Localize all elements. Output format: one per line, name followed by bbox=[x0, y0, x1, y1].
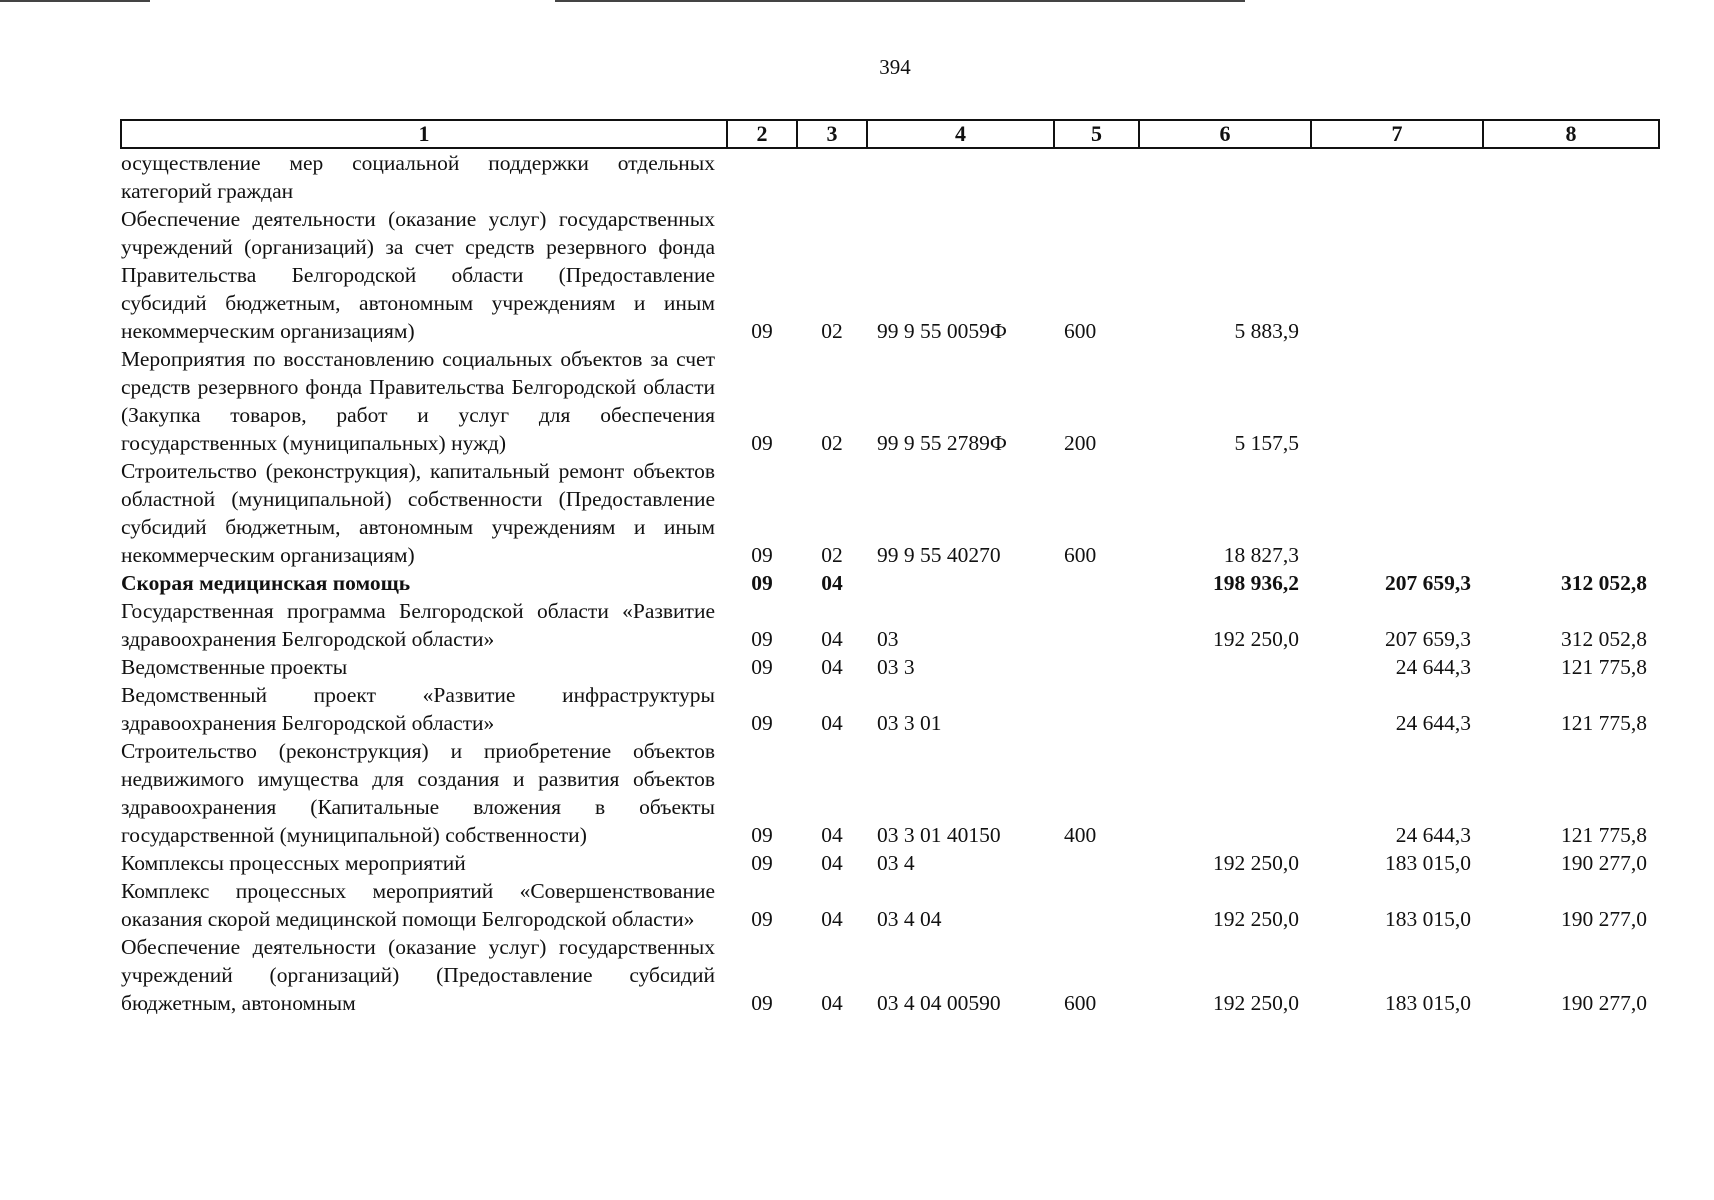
row-amount-col-8: 312 052,8 bbox=[1561, 571, 1647, 595]
row-target-article-code: 03 3 01 bbox=[877, 711, 942, 735]
row-amount-col-7: 207 659,3 bbox=[1385, 571, 1471, 595]
row-section-code: 09 bbox=[751, 571, 773, 595]
row-amount-col-7: 207 659,3 bbox=[1385, 627, 1471, 651]
row-expense-type-code: 600 bbox=[1064, 319, 1097, 343]
row-name-cell: Строительство (реконструкция), капитальный ремонт объектов областной (муниципальной) собственности (Предоставление субсидий бюджетным, автономным учреждениям и иным некоммерческим организациям) bbox=[121, 459, 715, 567]
row-section-code: 09 bbox=[751, 319, 773, 343]
row-subsection-code bbox=[797, 148, 867, 205]
row-expense-type-code bbox=[1054, 681, 1139, 737]
row-section-code: 09 bbox=[751, 431, 773, 455]
row-name-cell: осуществление мер социальной поддержки отдельных категорий граждан bbox=[121, 151, 715, 203]
row-section-code: 09 bbox=[751, 907, 773, 931]
header-col-4: 4 bbox=[867, 120, 1054, 148]
table-row bbox=[121, 457, 1659, 569]
row-amount-col-6: 192 250,0 bbox=[1213, 851, 1299, 875]
row-amount-col-7 bbox=[1311, 205, 1483, 345]
row-name-cell: Ведомственный проект «Развитие инфраструктуры здравоохранения Белгородской области» bbox=[121, 683, 715, 735]
row-expense-type-code: 600 bbox=[1064, 543, 1097, 567]
row-subsection-code: 04 bbox=[821, 823, 843, 847]
row-amount-col-8: 190 277,0 bbox=[1561, 907, 1647, 931]
row-target-article-code: 03 bbox=[877, 627, 899, 651]
table-row bbox=[121, 849, 1659, 877]
row-amount-col-8: 190 277,0 bbox=[1561, 991, 1647, 1015]
row-amount-col-7: 183 015,0 bbox=[1385, 991, 1471, 1015]
header-col-5: 5 bbox=[1054, 120, 1139, 148]
table-row bbox=[121, 653, 1659, 681]
table-row bbox=[121, 681, 1659, 737]
row-amount-col-8: 190 277,0 bbox=[1561, 851, 1647, 875]
row-amount-col-7 bbox=[1311, 345, 1483, 457]
row-section-code: 09 bbox=[751, 627, 773, 651]
row-amount-col-6 bbox=[1139, 653, 1311, 681]
row-amount-col-7: 24 644,3 bbox=[1395, 823, 1471, 847]
row-expense-type-code: 600 bbox=[1064, 991, 1097, 1015]
header-col-2: 2 bbox=[727, 120, 797, 148]
row-name-cell: Комплекс процессных мероприятий «Совершенствование оказания скорой медицинской помощи Белгородской области» bbox=[121, 879, 715, 931]
row-amount-col-6 bbox=[1139, 681, 1311, 737]
table-row bbox=[121, 737, 1659, 849]
row-name-cell: Ведомственные проекты bbox=[121, 655, 348, 679]
row-expense-type-code bbox=[1054, 877, 1139, 933]
row-expense-type-code: 200 bbox=[1064, 431, 1097, 455]
row-subsection-code: 02 bbox=[821, 543, 843, 567]
row-section-code: 09 bbox=[751, 991, 773, 1015]
row-subsection-code: 04 bbox=[821, 571, 843, 595]
row-target-article-code: 03 4 04 bbox=[877, 907, 942, 931]
row-name-cell: Скорая медицинская помощь bbox=[121, 571, 411, 595]
row-section-code: 09 bbox=[751, 823, 773, 847]
scan-edge-line-left bbox=[0, 0, 150, 2]
row-section-code: 09 bbox=[751, 851, 773, 875]
row-name-cell: Государственная программа Белгородской области «Развитие здравоохранения Белгородской области» bbox=[121, 599, 715, 651]
row-section-code: 09 bbox=[751, 711, 773, 735]
row-subsection-code: 04 bbox=[821, 627, 843, 651]
row-amount-col-7 bbox=[1311, 148, 1483, 205]
row-target-article-code bbox=[867, 569, 1054, 597]
header-col-8: 8 bbox=[1483, 120, 1659, 148]
row-name-cell: Обеспечение деятельности (оказание услуг) государственных учреждений (организаций) за счет средств резервного фонда Правительства Белгородской области (Предоставление субсидий бюджетным, автономным учреждениям и иным некоммерческим организациям) bbox=[121, 207, 715, 343]
row-amount-col-8: 121 775,8 bbox=[1561, 823, 1647, 847]
row-amount-col-6: 18 827,3 bbox=[1223, 543, 1299, 567]
row-target-article-code: 03 3 bbox=[877, 655, 915, 679]
row-amount-col-6: 5 157,5 bbox=[1234, 431, 1299, 455]
row-section-code: 09 bbox=[751, 655, 773, 679]
row-target-article-code bbox=[867, 148, 1054, 205]
row-amount-col-7: 24 644,3 bbox=[1395, 711, 1471, 735]
header-col-1: 1 bbox=[121, 120, 727, 148]
row-amount-col-8 bbox=[1483, 205, 1659, 345]
row-amount-col-6: 192 250,0 bbox=[1213, 627, 1299, 651]
row-amount-col-8 bbox=[1483, 148, 1659, 205]
row-amount-col-7: 183 015,0 bbox=[1385, 851, 1471, 875]
row-amount-col-7 bbox=[1311, 457, 1483, 569]
budget-table bbox=[120, 119, 1660, 1017]
table-row bbox=[121, 345, 1659, 457]
row-expense-type-code bbox=[1054, 569, 1139, 597]
row-name-cell: Комплексы процессных мероприятий bbox=[121, 851, 466, 875]
row-amount-col-8: 121 775,8 bbox=[1561, 655, 1647, 679]
scan-edge-line-center bbox=[555, 0, 1245, 2]
row-expense-type-code bbox=[1054, 653, 1139, 681]
row-section-code bbox=[727, 148, 797, 205]
table-body bbox=[121, 148, 1659, 1017]
table-row bbox=[121, 569, 1659, 597]
row-amount-col-6: 198 936,2 bbox=[1213, 571, 1299, 595]
row-target-article-code: 99 9 55 0059Ф bbox=[877, 319, 1007, 343]
row-amount-col-8: 121 775,8 bbox=[1561, 711, 1647, 735]
row-target-article-code: 99 9 55 2789Ф bbox=[877, 431, 1007, 455]
row-amount-col-7: 24 644,3 bbox=[1395, 655, 1471, 679]
row-amount-col-8 bbox=[1483, 457, 1659, 569]
row-amount-col-6: 5 883,9 bbox=[1234, 319, 1299, 343]
page-number: 394 bbox=[879, 55, 911, 79]
row-subsection-code: 04 bbox=[821, 655, 843, 679]
header-col-7: 7 bbox=[1311, 120, 1483, 148]
row-expense-type-code: 400 bbox=[1064, 823, 1097, 847]
row-name-cell: Мероприятия по восстановлению социальных объектов за счет средств резервного фонда Правительства Белгородской области (Закупка товаров, работ и услуг для обеспечения государственных (муниципальных) нужд) bbox=[121, 347, 715, 455]
row-amount-col-6: 192 250,0 bbox=[1213, 907, 1299, 931]
row-target-article-code: 03 4 bbox=[877, 851, 915, 875]
row-expense-type-code bbox=[1054, 597, 1139, 653]
table-row bbox=[121, 205, 1659, 345]
row-target-article-code: 99 9 55 40270 bbox=[877, 543, 1001, 567]
row-subsection-code: 04 bbox=[821, 851, 843, 875]
header-col-6: 6 bbox=[1139, 120, 1311, 148]
table-row bbox=[121, 933, 1659, 1017]
row-subsection-code: 04 bbox=[821, 907, 843, 931]
table-header-row bbox=[121, 120, 1659, 148]
table-row bbox=[121, 148, 1659, 205]
table-row bbox=[121, 877, 1659, 933]
row-expense-type-code bbox=[1054, 849, 1139, 877]
row-section-code: 09 bbox=[751, 543, 773, 567]
row-expense-type-code bbox=[1054, 148, 1139, 205]
row-amount-col-6: 192 250,0 bbox=[1213, 991, 1299, 1015]
row-target-article-code: 03 3 01 40150 bbox=[877, 823, 1001, 847]
row-subsection-code: 02 bbox=[821, 431, 843, 455]
table-row bbox=[121, 597, 1659, 653]
row-name-cell: Строительство (реконструкция) и приобретение объектов недвижимого имущества для создания и развития объектов здравоохранения (Капитальные вложения в объекты государственной (муниципальной) собственности) bbox=[121, 739, 715, 847]
row-subsection-code: 02 bbox=[821, 319, 843, 343]
row-amount-col-8 bbox=[1483, 345, 1659, 457]
row-subsection-code: 04 bbox=[821, 991, 843, 1015]
row-amount-col-8: 312 052,8 bbox=[1561, 627, 1647, 651]
row-subsection-code: 04 bbox=[821, 711, 843, 735]
row-name-cell: Обеспечение деятельности (оказание услуг) государственных учреждений (организаций) (Предоставление субсидий бюджетным, автономным bbox=[121, 935, 715, 1015]
row-amount-col-6 bbox=[1139, 148, 1311, 205]
row-amount-col-7: 183 015,0 bbox=[1385, 907, 1471, 931]
row-target-article-code: 03 4 04 00590 bbox=[877, 991, 1001, 1015]
header-col-3: 3 bbox=[797, 120, 867, 148]
row-amount-col-6 bbox=[1139, 737, 1311, 849]
